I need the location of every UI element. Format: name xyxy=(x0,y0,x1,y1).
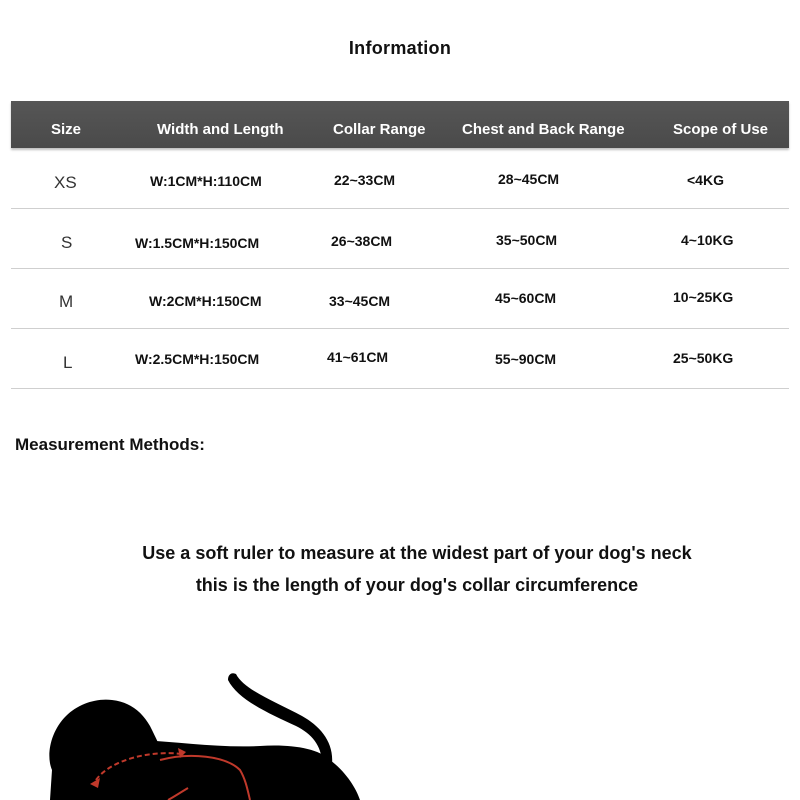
table-row xyxy=(11,149,789,209)
chest-back-cell: 35~50CM xyxy=(496,232,558,248)
scope-cell: 25~50KG xyxy=(673,350,734,366)
table-row xyxy=(11,209,789,269)
chest-back-cell: 55~90CM xyxy=(495,351,557,367)
header-width-length: Width and Length xyxy=(157,121,284,138)
scope-cell: 4~10KG xyxy=(681,232,734,248)
header-collar-range: Collar Range xyxy=(333,121,426,138)
measurement-instruction-1: Use a soft ruler to measure at the widest part of your dog's neck xyxy=(142,543,692,563)
width-length-cell: W:1.5CM*H:150CM xyxy=(135,235,260,251)
measurement-instruction-2: this is the length of your dog's collar circumference xyxy=(195,575,639,595)
size-table xyxy=(11,101,789,389)
header-chest-back-range: Chest and Back Range xyxy=(462,121,625,138)
chest-back-cell: 45~60CM xyxy=(495,290,557,306)
collar-range-cell: 41~61CM xyxy=(327,349,389,365)
scope-cell: 10~25KG xyxy=(673,289,734,305)
dog-silhouette-illustration xyxy=(0,660,800,800)
size-cell: XS xyxy=(54,173,77,192)
chest-back-cell: 28~45CM xyxy=(498,171,560,187)
table-header xyxy=(11,101,789,148)
collar-range-cell: 26~38CM xyxy=(331,233,393,249)
table-row xyxy=(11,329,789,389)
header-size: Size xyxy=(51,121,82,138)
size-cell: M xyxy=(59,292,74,311)
collar-range-cell: 22~33CM xyxy=(334,172,396,188)
scope-cell: <4KG xyxy=(687,172,724,188)
table-row xyxy=(11,269,789,329)
size-cell: S xyxy=(61,233,73,252)
size-cell: L xyxy=(63,353,73,372)
header-scope-of-use: Scope of Use xyxy=(673,121,769,138)
width-length-cell: W:2CM*H:150CM xyxy=(149,293,262,309)
width-length-cell: W:2.5CM*H:150CM xyxy=(135,351,260,367)
collar-range-cell: 33~45CM xyxy=(329,293,391,309)
page-title: Information xyxy=(348,38,452,58)
width-length-cell: W:1CM*H:110CM xyxy=(150,173,262,189)
measurement-heading: Measurement Methods: xyxy=(15,435,205,454)
